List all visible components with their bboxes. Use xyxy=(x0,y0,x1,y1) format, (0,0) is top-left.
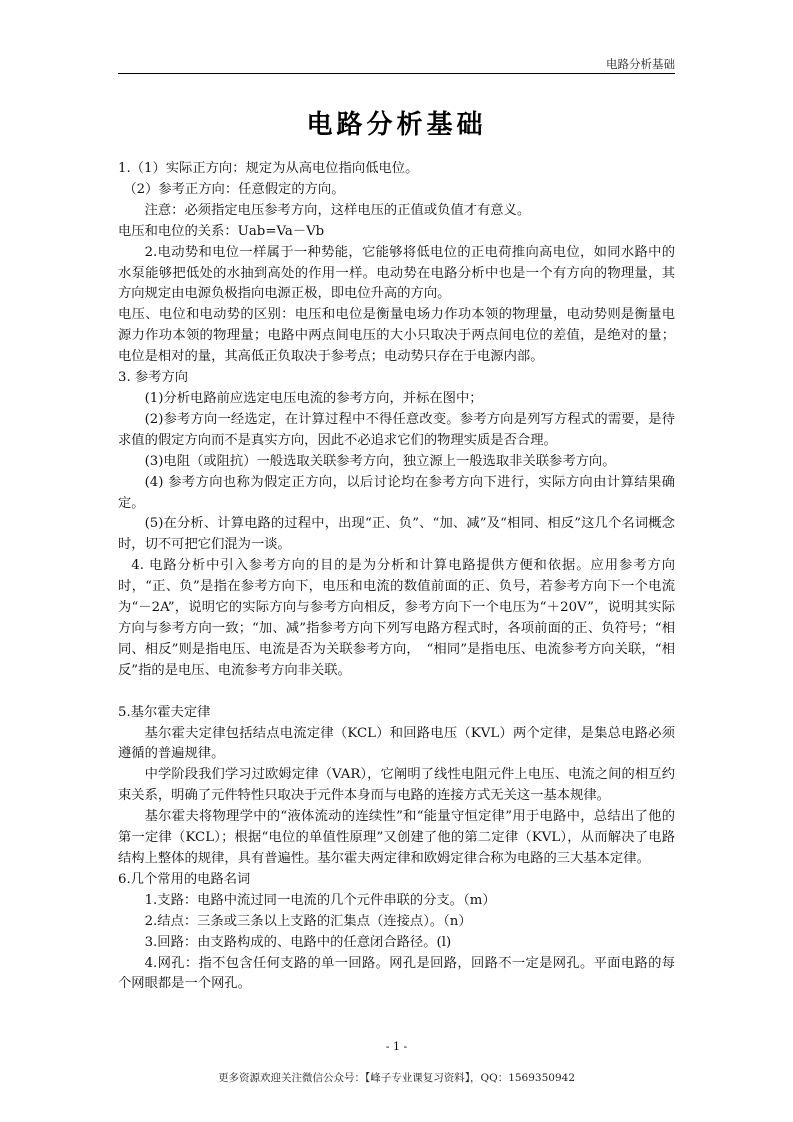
paragraph-4: 4. 电路分析中引入参考方向的目的是为分析和计算电路提供方便和依据。应用参考方向时，“正、负”是指在参考方向下，电压和电流的数值前面的正、负号，若参考方向下一个电流为“－2A”，说明它的实际方向与参考方向相反，参考方向下一个电压为“＋20V”，说明其实际方向与参考方向一致；“加、减”指参考方向下列写电路方程式时，各项前面的正、负符号；“相同、相反”则是指电压、电流是否为关联参考方向， “相同”是指电压、电流参考方向关联，“相反”指的是电压、电流参考方向非关联。 xyxy=(118,558,675,678)
paragraph-2-emf: 2.电动势和电位一样属于一种势能，它能够将低电位的正电荷推向高电位，如同水路中的水泵能够把低处的水抽到高处的作用一样。电动势在电路分析中也是一个有方向的物理量，其方向规定由电源负极指向电源正极，即电位升高的方向。 xyxy=(118,244,675,302)
running-header: 电路分析基础 xyxy=(606,57,675,71)
paragraph-3-4: (4) 参考方向也称为假定正方向，以后讨论均在参考方向下进行，实际方向由计算结果确定。 xyxy=(118,474,675,511)
term-node: 2.结点：三条或三条以上支路的汇集点（连接点）。（n） xyxy=(144,913,472,929)
blank-line xyxy=(118,682,675,703)
section-5-heading: 5.基尔霍夫定律 xyxy=(118,704,211,720)
page-title: 电路分析基础 xyxy=(306,110,487,140)
paragraph-3-1: (1)分析电路前应选定电压电流的参考方向，并标在图中； xyxy=(144,390,483,406)
paragraph-3-5: (5)在分析、计算电路的过程中，出现“正、负”、“加、减”及“相同、相反”这几个名词概念时，切不可把它们混为一谈。 xyxy=(118,516,675,553)
paragraph-1-1: 1.（1）实际正方向：规定为从高电位指向低电位。 xyxy=(118,161,419,176)
section-3-heading: 3. 参考方向 xyxy=(118,370,189,386)
paragraph-5-1: 基尔霍夫定律包括结点电流定律（KCL）和回路电压（KVL）两个定律，是集总电路必须遵循的普遍规律。 xyxy=(118,725,675,762)
paragraph-voltage-relation: 电压和电位的关系：Uab=Va－Vb xyxy=(118,223,325,239)
term-loop: 3.回路：由支路构成的、电路中的任意闭合路径。(l) xyxy=(144,934,452,950)
page-number: - 1 - xyxy=(385,1040,408,1053)
document-body xyxy=(118,159,675,995)
paragraph-3-3: (3)电阻（或阻抗）一般选取关联参考方向，独立源上一般选取非关联参考方向。 xyxy=(144,453,616,469)
paragraph-5-3: 基尔霍夫将物理学中的“液体流动的连续性”和“能量守恒定律”用于电路中，总结出了他的第一定律（KCL）；根据“电位的单值性原理”又创建了他的第二定律（KVL），从而解决了电路结构上整体的规律，具有普遍性。基尔霍夫两定律和欧姆定律合称为电路的三大基本定律。 xyxy=(118,809,675,866)
term-mesh: 4.网孔：指不包含任何支路的单一回路。网孔是回路，回路不一定是网孔。平面电路的每个网眼都是一个网孔。 xyxy=(118,955,675,992)
paragraph-difference: 电压、电位和电动势的区别：电压和电位是衡量电场力作功本领的物理量，电动势则是衡量电源力作功本领的物理量；电路中两点间电压的大小只取决于两点间电位的差值，是绝对的量；电位是相对的量，其高低正负取决于参考点；电动势只存在于电源内部。 xyxy=(118,307,675,365)
footer-note: 更多资源欢迎关注微信公众号：【峰子专业课复习资料】，QQ：1569350942 xyxy=(217,1072,576,1084)
paragraph-5-2: 中学阶段我们学习过欧姆定律（VAR），它阐明了线性电阻元件上电压、电流之间的相互约束关系，明确了元件特性只取决于元件本身而与电路的连接方式无关这一基本规律。 xyxy=(118,767,675,804)
term-branch: 1.支路：电路中流过同一电流的几个元件串联的分支。（m） xyxy=(144,892,496,908)
paragraph-3-2: (2)参考方向一经选定，在计算过程中不得任意改变。参考方向是列写方程式的需要，是待求值的假定方向而不是真实方向，因此不必追求它们的物理实质是否合理。 xyxy=(118,411,675,448)
header-divider xyxy=(118,73,675,74)
section-6-heading: 6.几个常用的电路名词 xyxy=(118,871,251,887)
paragraph-note: 注意：必须指定电压参考方向，这样电压的正值或负值才有意义。 xyxy=(144,202,531,218)
paragraph-1-2: （2）参考正方向：任意假定的方向。 xyxy=(123,181,345,197)
